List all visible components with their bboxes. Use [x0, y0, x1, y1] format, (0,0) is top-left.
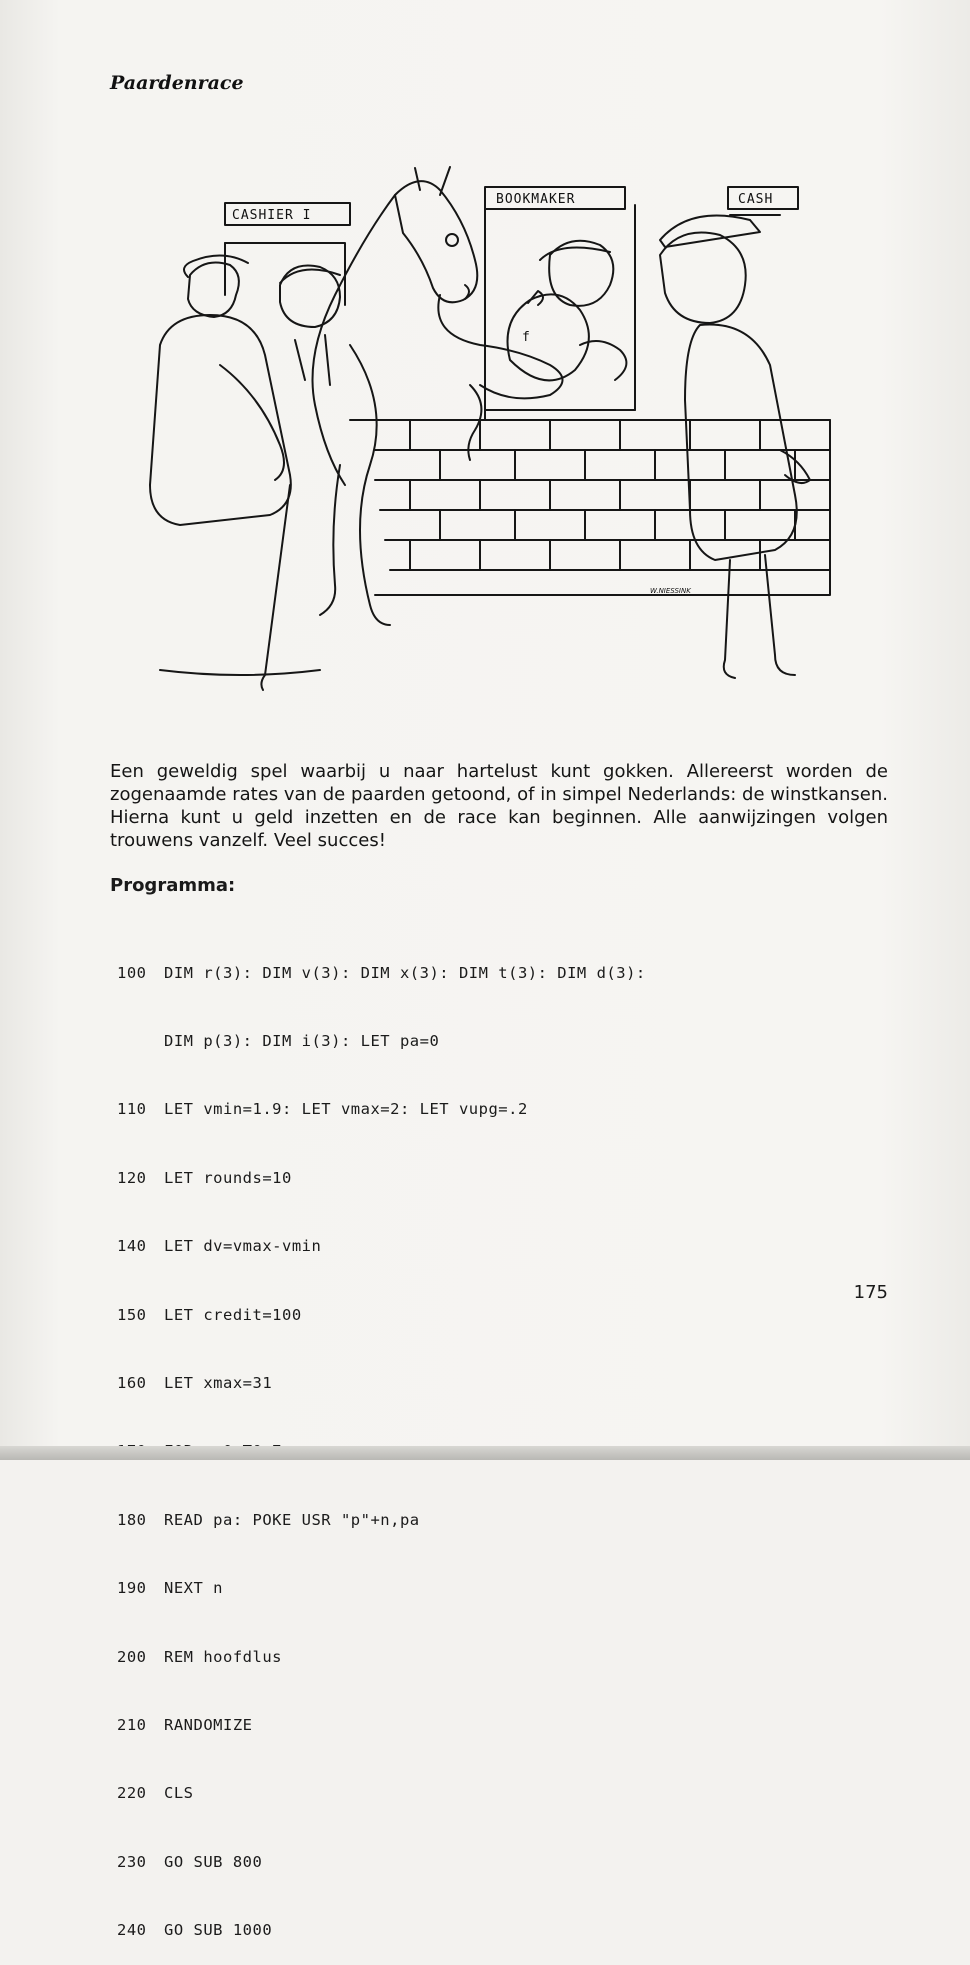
line-code: DIM p(3): DIM i(3): LET pa=0 [164, 1031, 440, 1050]
line-number: 230 [117, 1852, 147, 1871]
code-line [117, 1782, 646, 1805]
code-line [117, 1714, 646, 1737]
line-number: 220 [117, 1784, 147, 1803]
code-line [117, 1372, 646, 1395]
page-bottom-edge [0, 1446, 970, 1460]
code-line [117, 1030, 646, 1053]
code-line [117, 962, 646, 985]
program-heading: Programma: [110, 875, 236, 896]
line-number: 100 [117, 963, 147, 982]
line-number: 210 [117, 1715, 147, 1734]
line-number: 120 [117, 1168, 147, 1187]
money-bag-letter: f [522, 330, 531, 345]
section-title: Paardenrace [110, 72, 244, 94]
program-listing [117, 916, 646, 1965]
line-number: 160 [117, 1373, 147, 1392]
code-line [117, 1235, 646, 1258]
code-line [117, 1509, 646, 1532]
line-number: 190 [117, 1579, 147, 1598]
code-line [117, 1851, 646, 1874]
intro-paragraph: Een geweldig spel waarbij u naar hartelust kunt gokken. Allereerst worden de zogenaamde rates van de paarden getoond, of in simpel Nederlands: de winstkansen. Hierna kunt u geld inzetten en de race kan beginnen. Alle aanwijzingen volgen trouwens vanzelf. Veel succes! [110, 761, 888, 851]
line-code: LET xmax=31 [164, 1373, 273, 1392]
sign-bookmaker: BOOKMAKER [496, 192, 576, 207]
line-number: 180 [117, 1510, 147, 1529]
line-code: LET credit=100 [164, 1305, 302, 1324]
code-line [117, 1577, 646, 1600]
sign-cash: CASH [738, 192, 774, 207]
line-code: GO SUB 800 [164, 1852, 263, 1871]
line-number: 240 [117, 1921, 147, 1940]
line-code: DIM r(3): DIM v(3): DIM x(3): DIM t(3): DIM d(3): [164, 963, 646, 982]
horse-race-cartoon-illustration [140, 165, 840, 705]
line-number: 110 [117, 1100, 147, 1119]
line-code: LET dv=vmax-vmin [164, 1237, 322, 1256]
line-code: LET rounds=10 [164, 1168, 292, 1187]
line-number: 140 [117, 1237, 147, 1256]
sign-cashier: CASHIER I [232, 208, 312, 223]
code-line [117, 1646, 646, 1669]
code-line [117, 1098, 646, 1121]
line-number: 150 [117, 1305, 147, 1324]
line-number: 200 [117, 1647, 147, 1666]
line-code: RANDOMIZE [164, 1715, 253, 1734]
line-code: REM hoofdlus [164, 1647, 282, 1666]
artist-signature: W.NIESSINK [650, 587, 691, 595]
page-number: 175 [853, 1282, 888, 1303]
line-code: LET vmin=1.9: LET vmax=2: LET vupg=.2 [164, 1100, 528, 1119]
line-code: CLS [164, 1784, 194, 1803]
code-line [117, 1304, 646, 1327]
code-line [117, 1919, 646, 1942]
line-code: READ pa: POKE USR "p"+n,pa [164, 1510, 420, 1529]
line-code: NEXT n [164, 1579, 223, 1598]
code-line [117, 1167, 646, 1190]
line-code: GO SUB 1000 [164, 1921, 273, 1940]
